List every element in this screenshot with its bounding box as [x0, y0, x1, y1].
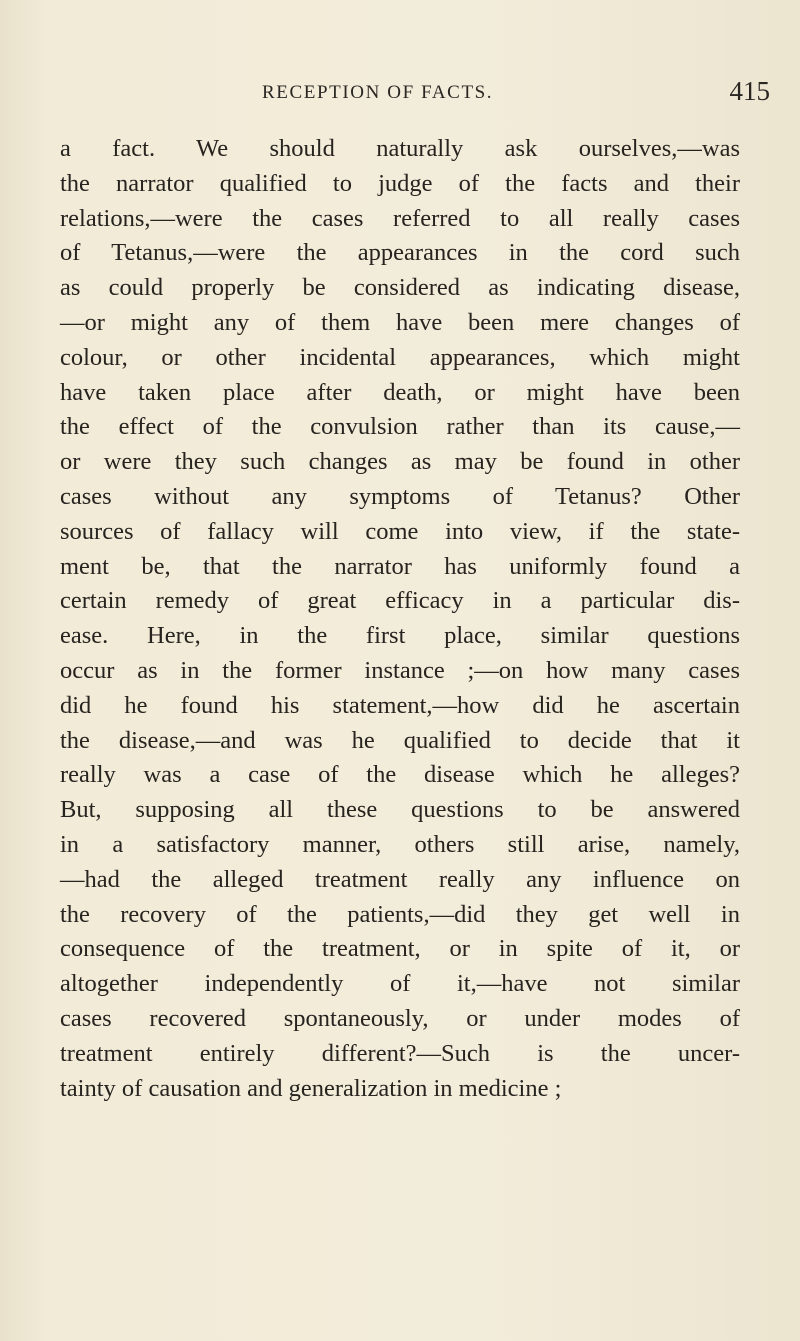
text-line: in a satisfactory manner, others still arise, namely, — [60, 830, 740, 858]
text-line: But, supposing all these questions to be answered — [60, 796, 740, 824]
text-line: —or might any of them have been mere changes of — [60, 308, 740, 336]
text-line: have taken place after death, or might have been — [60, 378, 740, 406]
body-paragraph — [60, 132, 740, 1106]
text-line: the effect of the convulsion rather than its cause,— — [60, 413, 740, 441]
text-line: altogether independently of it,—have not similar — [60, 970, 740, 998]
running-title: RECEPTION OF FACTS. — [262, 82, 494, 103]
text-line: or were they such changes as may be found in other — [60, 448, 740, 476]
text-line: cases without any symptoms of Tetanus? Other — [60, 482, 740, 510]
running-head — [250, 76, 770, 116]
text-line: as could properly be considered as indicating disease, — [60, 274, 740, 302]
text-line: of Tetanus,—were the appearances in the cord such — [60, 239, 740, 267]
page-number: 415 — [729, 76, 770, 106]
text-line: tainty of causation and generalization in medicine ; — [60, 1074, 562, 1102]
text-line: consequence of the treatment, or in spite of it, or — [60, 935, 740, 963]
text-line: colour, or other incidental appearances, which might — [60, 343, 740, 371]
text-line: certain remedy of great efficacy in a particular dis- — [60, 587, 740, 615]
text-line: the disease,—and was he qualified to decide that it — [60, 726, 740, 754]
text-line: a fact. We should naturally ask ourselves,—was — [60, 135, 740, 162]
text-line: the recovery of the patients,—did they get well in — [60, 900, 740, 928]
text-line: did he found his statement,—how did he ascertain — [60, 691, 740, 719]
text-line: really was a case of the disease which he alleges? — [60, 761, 740, 789]
text-line: occur as in the former instance ;—on how many cases — [60, 656, 740, 684]
text-line: sources of fallacy will come into view, if the state- — [60, 517, 740, 545]
text-line: cases recovered spontaneously, or under modes of — [60, 1004, 740, 1032]
text-line: the narrator qualified to judge of the facts and their — [60, 169, 740, 197]
text-line: ment be, that the narrator has uniformly found a — [60, 552, 740, 580]
text-line: —had the alleged treatment really any influence on — [60, 865, 740, 893]
text-line: ease. Here, in the first place, similar questions — [60, 622, 740, 650]
text-line: treatment entirely different?—Such is the uncer- — [60, 1039, 740, 1067]
text-line: relations,—were the cases referred to all really cases — [60, 204, 740, 232]
